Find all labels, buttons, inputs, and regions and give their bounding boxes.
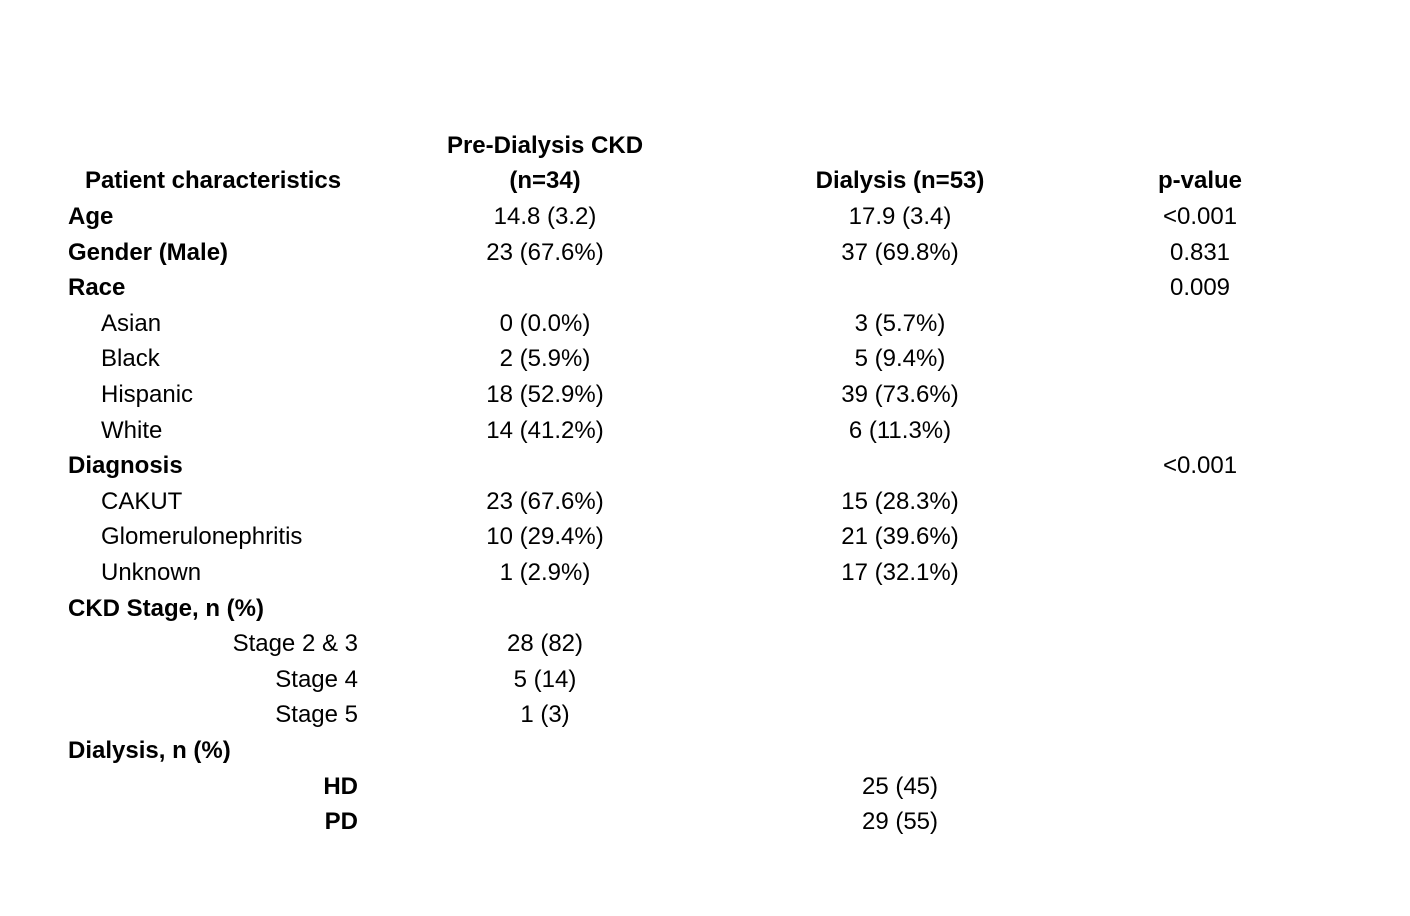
row-label-gender: Gender (Male)	[68, 239, 229, 266]
cell-hispanic-dialysis: 39 (73.6%)	[841, 381, 959, 408]
cell-age-p: <0.001	[1162, 203, 1238, 230]
cell-diagnosis-p: <0.001	[1162, 452, 1238, 479]
row-label-diagnosis: Diagnosis	[68, 452, 183, 479]
cell-asian-dialysis: 3 (5.7%)	[854, 310, 946, 337]
cell-race-p: 0.009	[1169, 274, 1231, 301]
row-label-pd: PD	[324, 808, 358, 835]
cell-white-pre: 14 (41.2%)	[486, 417, 604, 444]
row-label-cakut: CAKUT	[101, 488, 183, 515]
cell-stage-5-pre: 1 (3)	[520, 701, 570, 728]
header-patient-characteristics: Patient characteristics	[84, 167, 342, 194]
row-label-hd: HD	[323, 773, 358, 800]
cell-glomerulonephritis-dialysis: 21 (39.6%)	[841, 523, 959, 550]
cell-unknown-dialysis: 17 (32.1%)	[841, 559, 959, 586]
row-label-ckd-stage: CKD Stage, n (%)	[68, 595, 265, 622]
cell-hd-dialysis: 25 (45)	[861, 773, 939, 800]
row-label-hispanic: Hispanic	[101, 381, 194, 408]
row-label-dialysis-n: Dialysis, n (%)	[68, 737, 231, 764]
row-label-stage-5: Stage 5	[275, 701, 358, 728]
row-label-glomerulonephritis: Glomerulonephritis	[101, 523, 303, 550]
cell-age-dialysis: 17.9 (3.4)	[848, 203, 952, 230]
cell-cakut-dialysis: 15 (28.3%)	[841, 488, 959, 515]
row-label-stage-2-3: Stage 2 & 3	[232, 630, 358, 657]
cell-pd-dialysis: 29 (55)	[861, 808, 939, 835]
row-label-white: White	[101, 417, 163, 444]
cell-stage-4-pre: 5 (14)	[513, 666, 577, 693]
row-label-stage-4: Stage 4	[275, 666, 358, 693]
row-label-unknown: Unknown	[101, 559, 202, 586]
row-label-black: Black	[101, 345, 160, 372]
cell-black-pre: 2 (5.9%)	[499, 345, 591, 372]
cell-cakut-pre: 23 (67.6%)	[486, 488, 604, 515]
cell-age-pre: 14.8 (3.2)	[493, 203, 597, 230]
cell-gender-dialysis: 37 (69.8%)	[841, 239, 959, 266]
cell-stage-2-3-pre: 28 (82)	[506, 630, 584, 657]
header-pre-dialysis-line1: Pre-Dialysis CKD	[446, 132, 644, 159]
cell-gender-pre: 23 (67.6%)	[486, 239, 604, 266]
header-p-value: p-value	[1157, 167, 1243, 194]
cell-white-dialysis: 6 (11.3%)	[848, 417, 952, 444]
cell-unknown-pre: 1 (2.9%)	[499, 559, 591, 586]
row-label-race: Race	[68, 274, 126, 301]
header-pre-dialysis-line2: (n=34)	[509, 167, 581, 194]
cell-gender-p: 0.831	[1169, 239, 1231, 266]
header-dialysis: Dialysis (n=53)	[815, 167, 985, 194]
cell-glomerulonephritis-pre: 10 (29.4%)	[486, 523, 604, 550]
cell-black-dialysis: 5 (9.4%)	[854, 345, 946, 372]
row-label-asian: Asian	[101, 310, 162, 337]
cell-asian-pre: 0 (0.0%)	[499, 310, 591, 337]
cell-hispanic-pre: 18 (52.9%)	[486, 381, 604, 408]
row-label-age: Age	[68, 203, 114, 230]
